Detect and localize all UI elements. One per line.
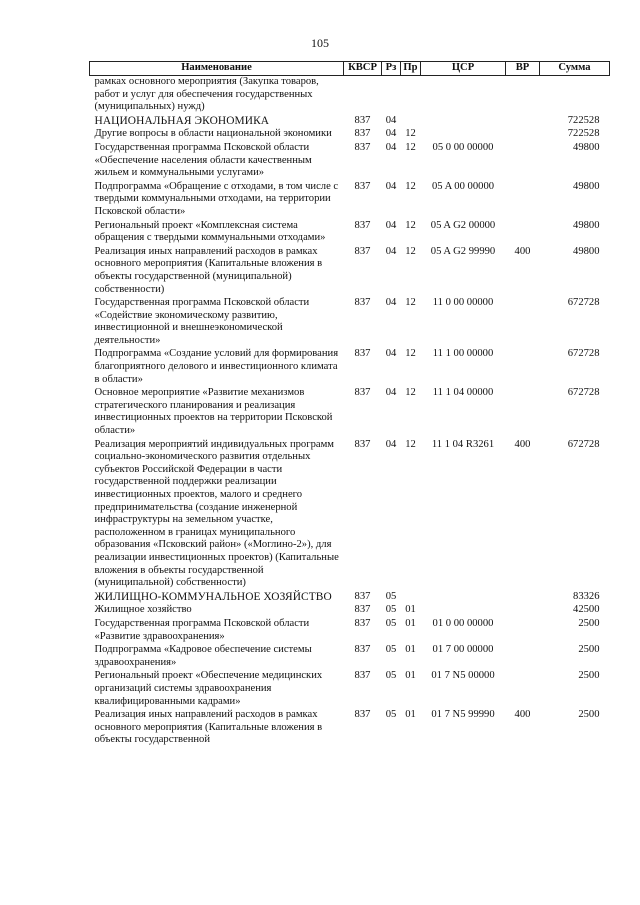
cell-pr: 01 (405, 617, 416, 629)
table-row (90, 709, 610, 748)
cell-rz: 04 (385, 219, 397, 231)
cell-kvsr: 837 (354, 219, 371, 231)
header-vr: ВР (506, 62, 540, 76)
cell-kvsr: 837 (354, 709, 371, 721)
cell-sum: 672728 (567, 348, 600, 360)
cell-csr: 05 A 00 00000 (431, 180, 495, 192)
table-row (90, 604, 610, 618)
table-body (90, 76, 610, 748)
header-name: Наименование (90, 62, 344, 76)
cell-pr: 12 (405, 297, 416, 309)
cell-rz: 05 (385, 670, 397, 682)
cell-rz: 05 (385, 709, 397, 721)
cell-csr: 01 7 N5 99990 (431, 709, 495, 721)
cell-sum: 672728 (567, 438, 600, 450)
cell-kvsr: 837 (354, 297, 371, 309)
table-row (90, 670, 610, 709)
cell-rz: 04 (385, 128, 397, 140)
table-row (90, 618, 610, 644)
cell-rz: 04 (385, 180, 397, 192)
table-header (90, 62, 610, 76)
cell-pr: 12 (405, 387, 416, 399)
cell-pr: 12 (405, 245, 416, 257)
cell-pr (401, 76, 421, 115)
cell-vr (506, 670, 540, 709)
cell-rz: 04 (385, 387, 397, 399)
cell-sum: 42500 (573, 604, 600, 616)
cell-kvsr (344, 76, 382, 115)
cell-vr (506, 297, 540, 348)
cell-pr: 01 (405, 644, 416, 656)
cell-kvsr: 837 (354, 245, 371, 257)
cell-csr: 11 1 04 00000 (432, 387, 494, 399)
cell-csr: 11 1 00 00000 (432, 348, 494, 360)
table-row (90, 439, 610, 591)
cell-pr (401, 591, 421, 605)
cell-pr (401, 115, 421, 129)
cell-rz: 05 (385, 590, 397, 602)
cell-vr (506, 128, 540, 142)
table-row (90, 220, 610, 246)
table-row (90, 246, 610, 297)
page-number: 105 (311, 36, 329, 50)
cell-vr (506, 181, 540, 220)
cell-name: Региональный проект «Обеспечение медицинских организаций системы здравоохранения квалифицированными кадрами» (94, 670, 323, 707)
cell-vr (506, 644, 540, 670)
cell-vr (506, 618, 540, 644)
cell-rz: 05 (385, 644, 397, 656)
table-row (90, 387, 610, 438)
cell-name: Подпрограмма «Кадровое обеспечение системы здравоохранения» (94, 644, 312, 668)
cell-csr: 05 A G2 00000 (430, 219, 496, 231)
cell-csr (421, 604, 506, 618)
cell-kvsr: 837 (354, 180, 371, 192)
cell-kvsr: 837 (354, 604, 371, 616)
cell-name: Государственная программа Псковской области «Развитие здравоохранения» (94, 617, 310, 642)
cell-kvsr: 837 (354, 438, 371, 450)
table-row (90, 76, 610, 115)
cell-sum: 722528 (567, 114, 600, 126)
cell-name: Государственная программа Псковской области «Содействие экономическому развитию, инвестиционной и внешнеэкономической деятельности» (94, 297, 310, 346)
cell-sum: 2500 (578, 617, 600, 629)
cell-rz: 05 (385, 604, 397, 616)
cell-sum: 2500 (578, 644, 600, 656)
cell-kvsr: 837 (354, 348, 371, 360)
cell-csr (421, 128, 506, 142)
cell-name: Реализация иных направлений расходов в рамках основного мероприятия (Капитальные вложения в объекты государственной (94, 709, 323, 746)
table-row (90, 128, 610, 142)
cell-sum: 83326 (573, 590, 600, 602)
cell-name: Государственная программа Псковской области «Обеспечение населения области качественным жильем и коммунальными услугами» (94, 141, 312, 179)
cell-csr: 11 1 04 R3261 (431, 438, 495, 450)
cell-kvsr: 837 (354, 141, 371, 153)
cell-sum: 2500 (578, 709, 600, 721)
table-row (90, 348, 610, 387)
cell-sum: 49800 (573, 245, 600, 257)
cell-pr: 12 (405, 141, 416, 153)
cell-name: НАЦИОНАЛЬНАЯ ЭКОНОМИКА (94, 114, 270, 127)
table-row (90, 644, 610, 670)
cell-csr: 05 A G2 99990 (430, 245, 496, 257)
cell-csr (421, 115, 506, 129)
cell-name: Региональный проект «Комплексная система обращения с твердыми коммунальными отходами» (94, 219, 326, 244)
cell-name: ЖИЛИЩНО-КОММУНАЛЬНОЕ ХОЗЯЙСТВО (94, 590, 332, 603)
cell-csr: 01 0 00 00000 (432, 617, 494, 629)
cell-name: Подпрограмма «Создание условий для формирования благоприятного делового и инвестиционного климата в области» (94, 348, 339, 385)
cell-vr (506, 115, 540, 129)
budget-table (89, 61, 610, 748)
cell-csr (421, 591, 506, 605)
cell-sum: 722528 (567, 128, 600, 140)
cell-kvsr: 837 (354, 617, 371, 629)
cell-pr: 12 (405, 348, 416, 360)
cell-pr: 12 (405, 128, 416, 140)
cell-name: Основное мероприятие «Развитие механизмов стратегического планирования и реализация инвестиционных проектов на территории Псковской области» (94, 387, 333, 437)
cell-sum: 672728 (567, 297, 600, 309)
cell-rz: 04 (385, 438, 397, 450)
cell-rz: 05 (385, 617, 397, 629)
cell-pr: 12 (405, 219, 416, 231)
table-row (90, 297, 610, 348)
table-row (90, 181, 610, 220)
cell-kvsr: 837 (354, 387, 371, 399)
cell-pr: 01 (405, 670, 416, 682)
section-row (90, 115, 610, 129)
cell-kvsr: 837 (354, 644, 371, 656)
cell-pr: 12 (405, 438, 416, 450)
cell-kvsr: 837 (354, 670, 371, 682)
cell-csr: 11 0 00 00000 (432, 297, 494, 309)
cell-sum: 49800 (573, 141, 600, 153)
cell-vr (506, 76, 540, 115)
cell-sum (540, 76, 610, 115)
cell-vr (506, 142, 540, 181)
cell-csr: 01 7 N5 00000 (431, 670, 495, 682)
cell-pr: 12 (405, 180, 416, 192)
cell-rz: 04 (385, 141, 397, 153)
cell-csr: 05 0 00 00000 (432, 141, 494, 153)
header-pr: Пр (401, 62, 421, 76)
cell-name: Подпрограмма «Обращение с отходами, в том числе с твердыми коммунальными отходами, на территории Псковской области» (94, 180, 339, 217)
cell-name: Жилищное хозяйство (94, 604, 192, 616)
header-kvsr: КВСР (344, 62, 382, 76)
cell-vr (506, 604, 540, 618)
header-csr: ЦСР (421, 62, 506, 76)
cell-kvsr: 837 (354, 128, 371, 140)
cell-kvsr: 837 (354, 590, 371, 602)
header-rz: Рз (382, 62, 401, 76)
cell-kvsr: 837 (354, 114, 371, 126)
cell-vr: 400 (514, 709, 531, 721)
cell-name: рамках основного мероприятия (Закупка товаров, работ и услуг для обеспечения государственных (муниципальных) нужд) (94, 76, 319, 113)
cell-rz: 04 (385, 245, 397, 257)
cell-vr (506, 220, 540, 246)
header-row (90, 62, 610, 76)
cell-vr (506, 348, 540, 387)
cell-name: Реализация иных направлений расходов в рамках основного мероприятия (Капитальные вложения в объекты государственной (муниципальной) собственности) (94, 245, 323, 295)
cell-rz: 04 (385, 297, 397, 309)
cell-rz: 04 (385, 114, 397, 126)
cell-name: Реализация мероприятий индивидуальных программ социально-экономического развития отдельных субъектов Российской Федерации в части государственной поддержки реализации инвестиционных проектов, малого и среднего предпринимательства (создание инженерной инфраструктуры на земельном участке, расположенном в границах муниципального образования «Псковский район» («Моглино-2»), для реализации инвестиционных проектов) (Капитальные вложения в объекты государственной (муниципальной) собственности) (94, 438, 339, 589)
cell-name: Другие вопросы в области национальной экономики (94, 128, 332, 140)
cell-csr: 01 7 00 00000 (432, 644, 494, 656)
cell-pr: 01 (405, 709, 416, 721)
header-sum: Сумма (540, 62, 610, 76)
cell-rz: 04 (385, 348, 397, 360)
cell-rz (382, 76, 401, 115)
cell-csr (421, 76, 506, 115)
cell-vr: 400 (514, 438, 531, 450)
cell-pr: 01 (405, 604, 416, 616)
cell-sum: 2500 (578, 670, 600, 682)
cell-vr (506, 387, 540, 438)
cell-vr: 400 (514, 245, 531, 257)
cell-sum: 49800 (573, 180, 600, 192)
cell-sum: 49800 (573, 219, 600, 231)
table-row (90, 142, 610, 181)
cell-vr (506, 591, 540, 605)
section-row (90, 591, 610, 605)
cell-sum: 672728 (567, 387, 600, 399)
